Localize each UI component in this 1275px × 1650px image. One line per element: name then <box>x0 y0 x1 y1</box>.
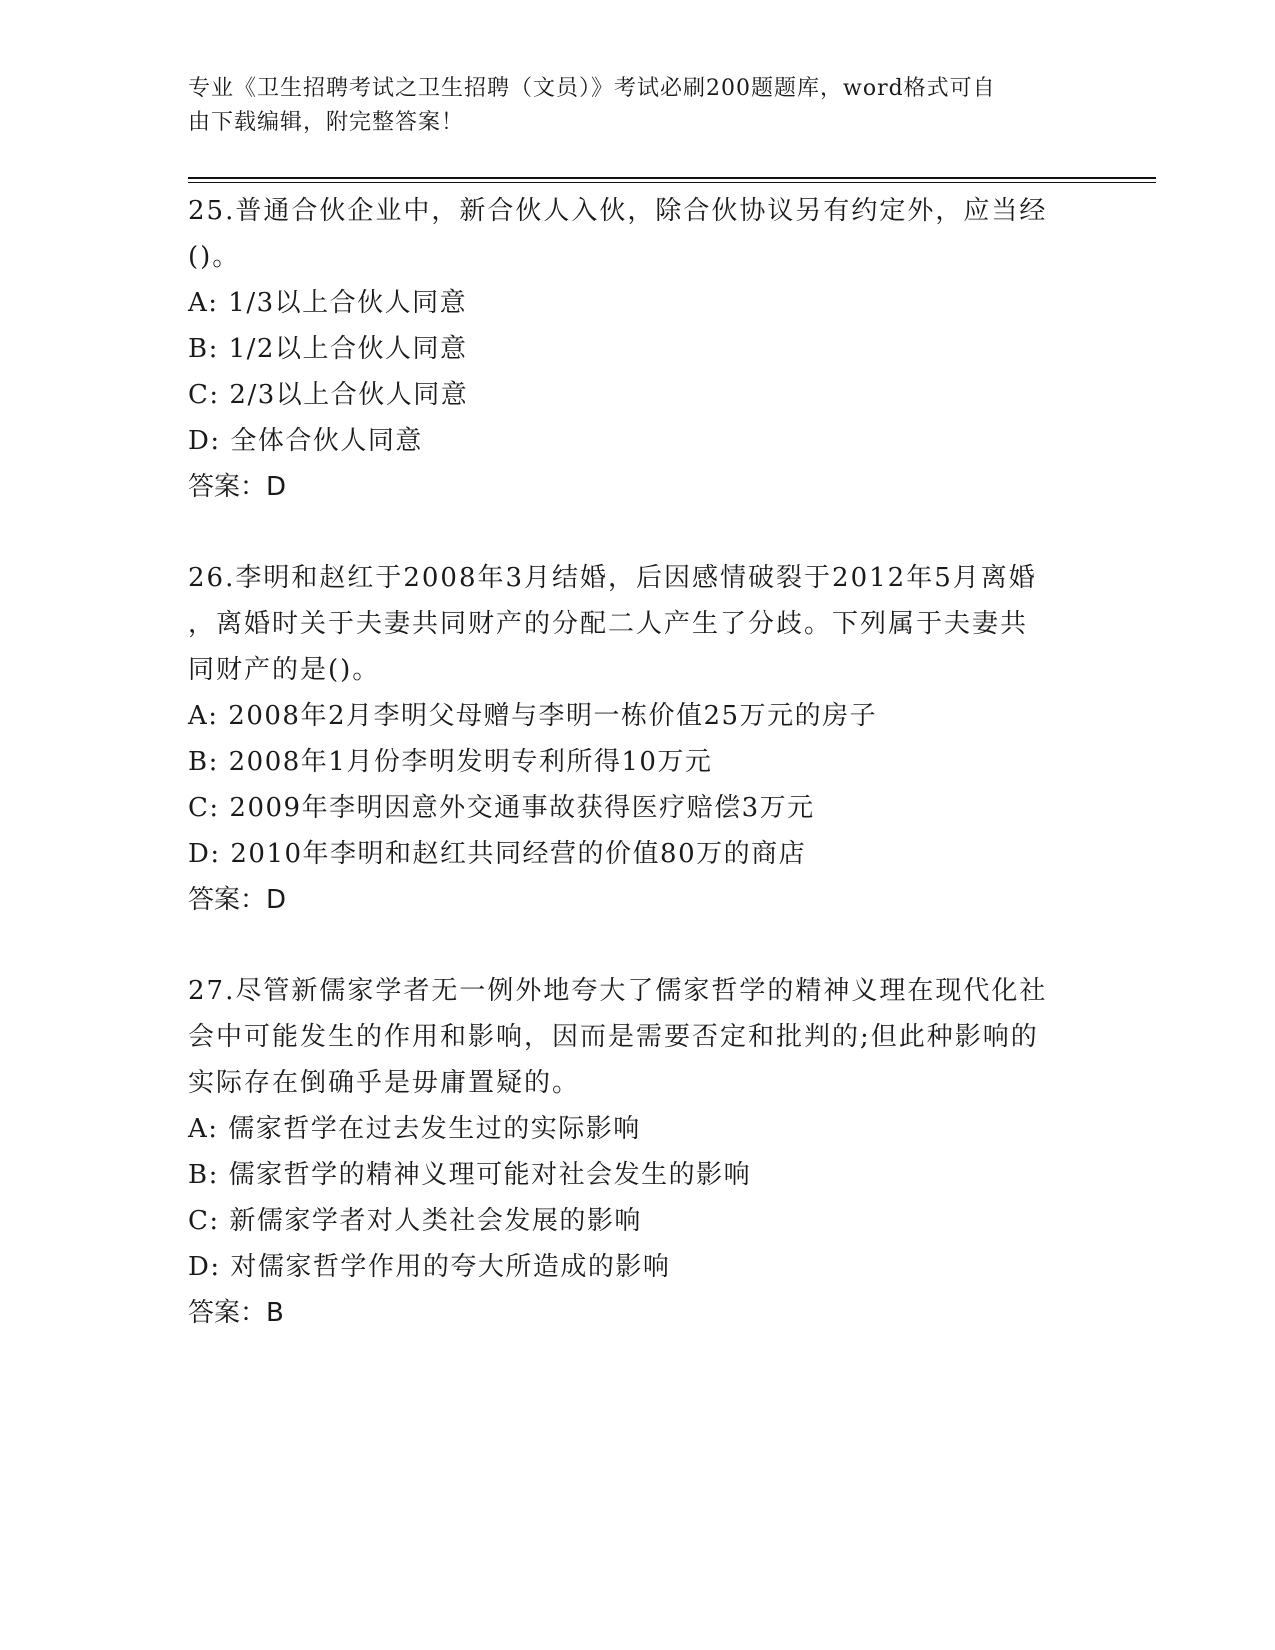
question-27 <box>188 968 1088 1336</box>
document-header <box>188 72 1088 140</box>
answer: 答案：D <box>188 885 287 915</box>
header-divider-thin <box>188 182 1156 183</box>
question-stem-line: 会中可能发生的作用和影响，因而是需要否定和批判的;但此种影响的 <box>188 1022 1039 1052</box>
question-stem-line: ()。 <box>188 242 241 272</box>
option-d: D: 2010年李明和赵红共同经营的价值80万的商店 <box>188 839 807 869</box>
header-divider-thick <box>188 177 1156 179</box>
option-d: D: 全体合伙人同意 <box>188 426 423 456</box>
option-c: C: 新儒家学者对人类社会发展的影响 <box>188 1206 642 1236</box>
question-spacer <box>188 923 1088 968</box>
question-stem-line: 26.李明和赵红于2008年3月结婚，后因感情破裂于2012年5月离婚 <box>188 563 1037 593</box>
option-d: D: 对儒家哲学作用的夸大所造成的影响 <box>188 1252 671 1282</box>
question-spacer <box>188 510 1088 555</box>
option-b: B: 儒家哲学的精神义理可能对社会发生的影响 <box>188 1160 752 1190</box>
question-stem-line: 同财产的是()。 <box>188 655 381 685</box>
option-a: A: 1/3以上合伙人同意 <box>188 288 468 318</box>
header-line-1: 专业《卫生招聘考试之卫生招聘（文员）》考试必刷200题题库，word格式可自 <box>188 76 996 101</box>
question-26 <box>188 555 1088 923</box>
option-a: A: 儒家哲学在过去发生过的实际影响 <box>188 1114 641 1144</box>
answer: 答案：D <box>188 472 287 502</box>
option-c: C: 2009年李明因意外交通事故获得医疗赔偿3万元 <box>188 793 815 823</box>
question-stem-line: 25.普通合伙企业中，新合伙人入伙，除合伙协议另有约定外，应当经 <box>188 196 1048 226</box>
option-b: B: 2008年1月份李明发明专利所得10万元 <box>188 747 713 777</box>
header-line-2: 由下载编辑，附完整答案！ <box>188 110 465 135</box>
option-b: B: 1/2以上合伙人同意 <box>188 334 468 364</box>
question-list <box>188 188 1088 1336</box>
question-stem-line: 实际存在倒确乎是毋庸置疑的。 <box>188 1068 581 1098</box>
option-a: A: 2008年2月李明父母赠与李明一栋价值25万元的房子 <box>188 701 878 731</box>
answer: 答案：B <box>188 1298 284 1328</box>
question-stem-line: ，离婚时关于夫妻共同财产的分配二人产生了分歧。下列属于夫妻共 <box>188 609 1029 639</box>
option-c: C: 2/3以上合伙人同意 <box>188 380 469 410</box>
question-stem-line: 27.尽管新儒家学者无一例外地夸大了儒家哲学的精神义理在现代化社 <box>188 976 1048 1006</box>
question-25 <box>188 188 1088 510</box>
